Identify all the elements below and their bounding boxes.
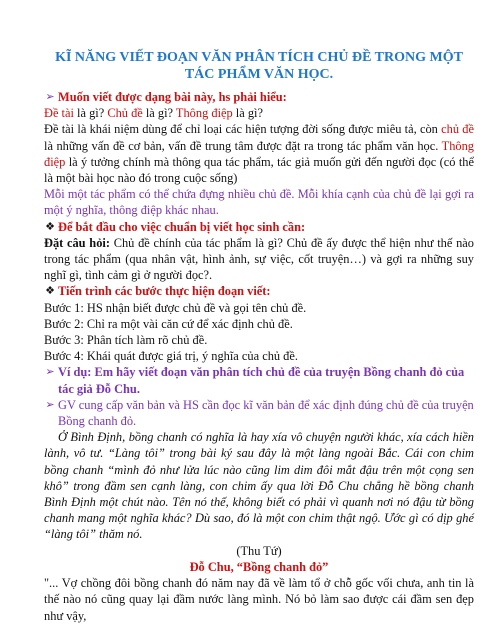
step-1: Bước 1: HS nhận biết được chủ đề và gọi tên chủ đề.	[44, 300, 307, 315]
term-de-tai: Đề tài	[44, 106, 74, 121]
gv-note-row	[44, 397, 474, 429]
def-text-3: là ý tưởng chính mà thông qua tác phẩm, tác giả muốn gửi đến người đọc (có thể là một bài học nào đó trong cuộc sống)	[44, 154, 474, 186]
title-line-1: KĨ NĂNG VIẾT ĐOẠN VĂN PHÂN TÍCH CHỦ ĐỀ TRONG MỘT	[55, 50, 463, 65]
section-4-heading: Ví dụ: Em hãy viết đoạn văn phân tích chủ đề của truyện Bồng chanh đỏ của tác giả Đỗ Chu.	[58, 365, 465, 396]
term-thong-diep: Thông điệp	[175, 106, 233, 121]
section-2-body	[44, 235, 474, 284]
section-1-definition	[44, 121, 474, 186]
excerpt-paragraph: Ở Bình Định, bồng chanh có nghĩa là hay xía vô chuyện người khác, xía cách hiền lành, vô tư. “Làng tôi” trong bài ký sau đây là một làng ngoài Bắc. Cái con chim bồng chanh “mình đỏ như lửa lúc nào cũng lim dim đôi mắt đậu trên một cọng sen khô” trong đầm sen cạnh làng, con chim ấy qua lời Đỗ Chu chẳng hề bồng chanh Bình Định một chút nào. Tên nó thế, không biết có phải vì quanh nơi nó đậu từ bồng chanh mang một nghĩa khác? Dù sao, đó là một con chim thật ngộ. Ước gì có dịp ghé “làng tôi” thăm nó.	[44, 430, 474, 542]
q-text-2: là gì?	[142, 106, 176, 121]
section-1-note: Mỗi một tác phẩm có thể chứa đựng nhiều chủ đề. Mỗi khía cạnh của chủ đề lại gợi ra một ý nghĩa, thông điệp khác nhau.	[44, 187, 474, 218]
step-2: Bước 2: Chỉ ra một vài căn cứ để xác định chủ đề.	[44, 316, 293, 331]
step-3: Bước 3: Phân tích làm rõ chủ đề.	[44, 333, 208, 348]
question-text: Chủ đề chính của tác phẩm là gì? Chủ đề ấy được thể hiện như thế nào trong tác phẩm (qua nhân vật, hình ảnh, sự việc, cốt truyện…) và gợi ra những suy nghĩ gì, tình cảm gì ở người đọc?.	[44, 235, 474, 283]
diamond-icon: ❖	[45, 285, 55, 298]
def-text-1: Đề tài là khái niệm dùng để chỉ loại các hiện tượng đời sống được miêu tả, còn	[44, 122, 442, 137]
def-term-chu-de: chủ đề	[441, 122, 474, 137]
section-1-heading-row	[44, 89, 474, 105]
section-1-heading: Muốn viết được dạng bài này, hs phải hiểu:	[58, 90, 287, 104]
story-title: Đỗ Chu, “Bồng chanh đỏ”	[189, 559, 329, 574]
q-text-1: là gì?	[73, 106, 108, 121]
diamond-icon: ❖	[45, 220, 55, 233]
def-text-2: là những vấn đề cơ bản, vấn đề trung tâm được đặt ra trong tác phẩm văn học.	[44, 138, 442, 153]
arrow-icon: ➢	[45, 366, 55, 379]
title-line-2: TÁC PHẨM VĂN HỌC.	[184, 66, 334, 82]
section-1-questions	[44, 105, 474, 121]
story-excerpt: "... Vợ chồng đôi bồng chanh đó năm nay đã về làm tổ ở chỗ gốc vối chưa, anh tin là thế nào nó cũng quay lại đầm nước làng mình. Nó bỏ làm sao được cái đầm sen đẹp như vậy,	[44, 576, 474, 623]
document-title	[44, 50, 474, 83]
section-3-heading-row	[44, 283, 474, 299]
q-text-3: là gì?	[232, 106, 263, 121]
section-2-heading: Để bắt đầu cho việc chuẩn bị viết học sinh cần:	[58, 219, 306, 234]
term-chu-de: Chủ đề	[107, 106, 143, 121]
gv-note: GV cung cấp văn bản và HS cần đọc kĩ văn bản để xác định đúng chủ đề của truyện Bồng chanh đỏ.	[58, 397, 474, 429]
excerpt-attribution: (Thu Tứ)	[236, 543, 282, 558]
document-content	[44, 50, 474, 624]
def-term-thong-diep: Thông điệp	[44, 138, 474, 169]
section-3-heading: Tiến trình các bước thực hiện đoạn viết:	[58, 284, 271, 299]
step-4: Bước 4: Khái quát được giá trị, ý nghĩa của chủ đề.	[44, 349, 298, 364]
question-label: Đặt câu hỏi:	[44, 235, 110, 250]
section-4-heading-row	[44, 364, 474, 396]
arrow-icon: ➢	[45, 398, 55, 411]
section-2-heading-row	[44, 219, 474, 235]
arrow-icon: ➢	[45, 91, 55, 103]
